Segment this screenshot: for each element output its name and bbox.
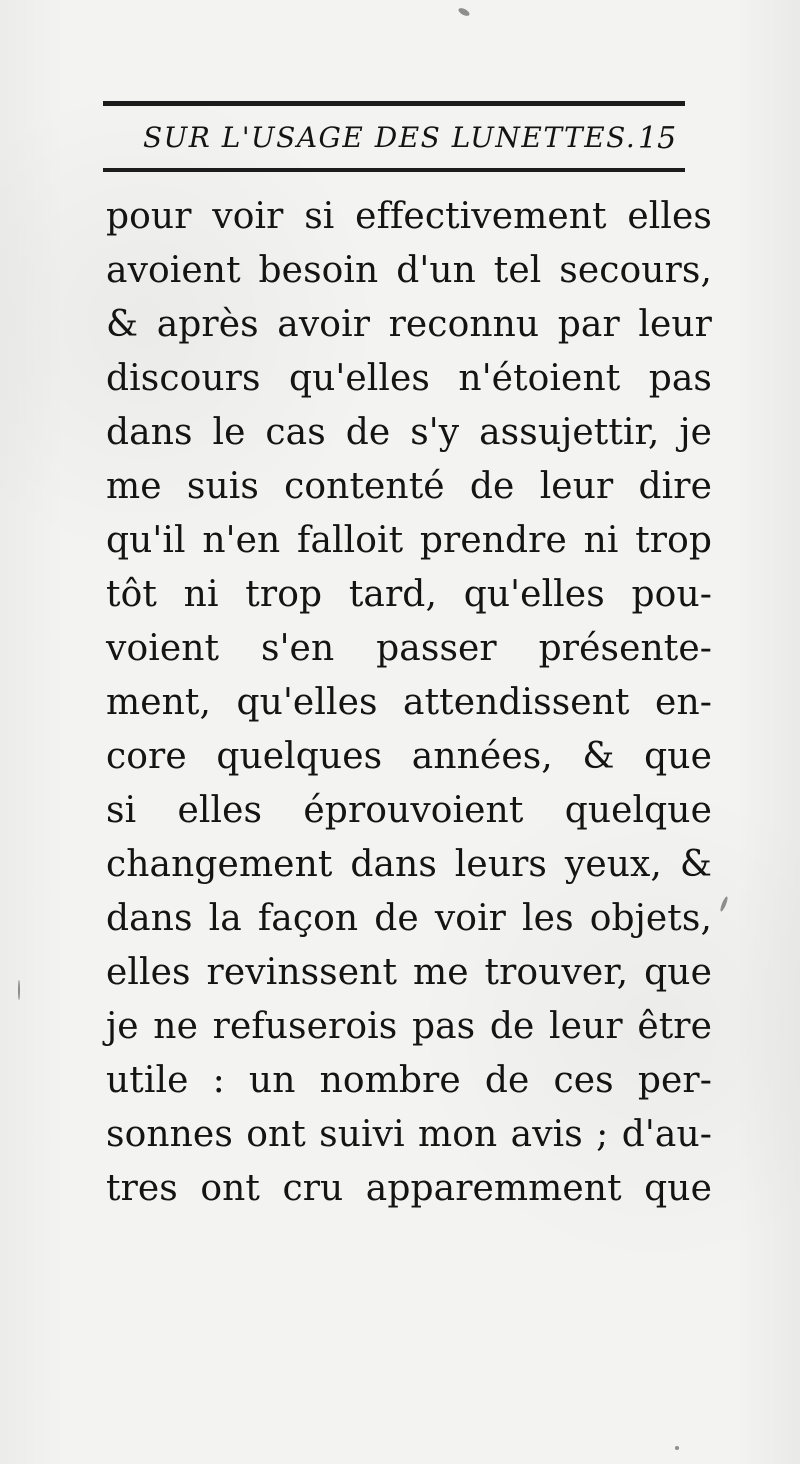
text-line: me suis contenté de leur dire bbox=[106, 466, 712, 507]
text-line: voient s'en passer présente- bbox=[106, 628, 712, 669]
text-line: si elles éprouvoient quelque bbox=[106, 790, 712, 831]
text-line: tres ont cru apparemment que bbox=[106, 1168, 712, 1209]
text-line: discours qu'elles n'étoient pas bbox=[106, 358, 712, 399]
paper-speck bbox=[18, 980, 20, 1000]
text-line: qu'il n'en falloit prendre ni trop bbox=[106, 520, 712, 561]
text-line: changement dans leurs yeux, & bbox=[106, 844, 712, 885]
text-line: tôt ni trop tard, qu'elles pou- bbox=[106, 574, 712, 615]
paper-speck bbox=[675, 1446, 679, 1450]
text-line: dans la façon de voir les objets, bbox=[106, 898, 712, 939]
header-rule-bottom bbox=[103, 168, 685, 172]
text-line: core quelques années, & que bbox=[106, 736, 712, 777]
text-line: & après avoir reconnu par leur bbox=[106, 304, 712, 345]
text-line: avoient besoin d'un tel secours, bbox=[106, 250, 712, 291]
paper-speck bbox=[457, 7, 470, 18]
text-line: dans le cas de s'y assujettir, je bbox=[106, 412, 712, 453]
body-text bbox=[106, 190, 712, 1216]
text-line: sonnes ont suivi mon avis ; d'au- bbox=[106, 1114, 712, 1155]
header-rule-top bbox=[103, 101, 685, 106]
running-head: SUR L'USAGE DES LUNETTES. bbox=[143, 121, 637, 154]
page-number: 15 bbox=[638, 121, 677, 156]
paper-speck bbox=[719, 896, 729, 912]
text-line: je ne refuserois pas de leur être bbox=[106, 1006, 712, 1047]
text-line: elles revinssent me trouver, que bbox=[106, 952, 712, 993]
text-line: utile : un nombre de ces per- bbox=[106, 1060, 712, 1101]
text-line: pour voir si effectivement elles bbox=[106, 196, 712, 237]
text-line: ment, qu'elles attendissent en- bbox=[106, 682, 712, 723]
